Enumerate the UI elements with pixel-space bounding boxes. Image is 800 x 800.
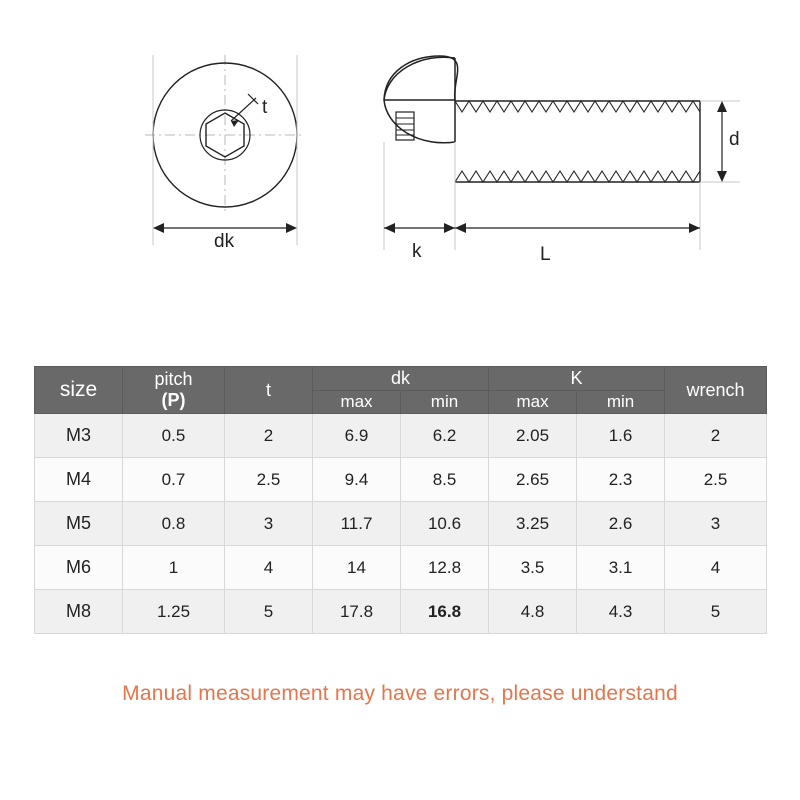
- col-header-dk-max: max: [313, 391, 401, 414]
- col-header-dk-min: min: [401, 391, 489, 414]
- cell-dk-max: 9.4: [313, 458, 401, 502]
- cell-size: M8: [35, 590, 123, 634]
- table-row: [35, 458, 767, 502]
- cell-wrench: 2.5: [665, 458, 767, 502]
- cell-dk-min: 6.2: [401, 414, 489, 458]
- measurement-note: Manual measurement may have errors, please understand: [122, 682, 678, 705]
- cell-dk-min: 16.8: [401, 590, 489, 634]
- cell-wrench: 3: [665, 502, 767, 546]
- cell-t: 2: [225, 414, 313, 458]
- col-header-wrench: wrench: [665, 367, 767, 414]
- cell-dk-max: 17.8: [313, 590, 401, 634]
- cell-size: M5: [35, 502, 123, 546]
- table-row: [35, 414, 767, 458]
- cell-t: 2.5: [225, 458, 313, 502]
- table-header-row-1: [35, 367, 767, 391]
- cell-pitch: 0.5: [123, 414, 225, 458]
- table-row: [35, 502, 767, 546]
- cell-size: M6: [35, 546, 123, 590]
- cell-size: M4: [35, 458, 123, 502]
- cell-dk-max: 11.7: [313, 502, 401, 546]
- col-header-pitch: [123, 367, 225, 414]
- col-header-k-group: K: [489, 367, 665, 391]
- label-t: t: [262, 97, 268, 118]
- cell-t: 5: [225, 590, 313, 634]
- cell-k-min: 2.6: [577, 502, 665, 546]
- label-dk: dk: [214, 231, 235, 252]
- cell-pitch: 1.25: [123, 590, 225, 634]
- col-header-pitch-line1: pitch: [154, 369, 193, 389]
- cell-dk-min: 12.8: [401, 546, 489, 590]
- cell-k-max: 2.05: [489, 414, 577, 458]
- table-row: [35, 546, 767, 590]
- cell-pitch: 0.7: [123, 458, 225, 502]
- spec-table-wrapper: [34, 366, 766, 634]
- cell-k-min: 2.3: [577, 458, 665, 502]
- cell-dk-max: 14: [313, 546, 401, 590]
- cell-pitch: 0.8: [123, 502, 225, 546]
- col-header-k-min: min: [577, 391, 665, 414]
- col-header-pitch-line2: (P): [161, 390, 186, 410]
- cell-size: M3: [35, 414, 123, 458]
- cell-wrench: 2: [665, 414, 767, 458]
- cell-pitch: 1: [123, 546, 225, 590]
- table-row: [35, 590, 767, 634]
- cell-k-min: 3.1: [577, 546, 665, 590]
- cell-dk-min: 10.6: [401, 502, 489, 546]
- label-k: k: [412, 241, 422, 262]
- cell-k-max: 3.25: [489, 502, 577, 546]
- cell-k-min: 4.3: [577, 590, 665, 634]
- cell-wrench: 5: [665, 590, 767, 634]
- screw-dimension-drawing: [0, 0, 800, 300]
- cell-k-max: 4.8: [489, 590, 577, 634]
- col-header-dk-group: dk: [313, 367, 489, 391]
- cell-wrench: 4: [665, 546, 767, 590]
- col-header-t: t: [225, 367, 313, 414]
- cell-k-max: 2.65: [489, 458, 577, 502]
- cell-dk-max: 6.9: [313, 414, 401, 458]
- col-header-size: size: [35, 367, 123, 414]
- cell-dk-min: 8.5: [401, 458, 489, 502]
- spec-table: [34, 366, 767, 634]
- cell-k-min: 1.6: [577, 414, 665, 458]
- cell-t: 3: [225, 502, 313, 546]
- col-header-k-max: max: [489, 391, 577, 414]
- label-d: d: [729, 129, 740, 150]
- label-L: L: [540, 244, 551, 265]
- cell-t: 4: [225, 546, 313, 590]
- cell-k-max: 3.5: [489, 546, 577, 590]
